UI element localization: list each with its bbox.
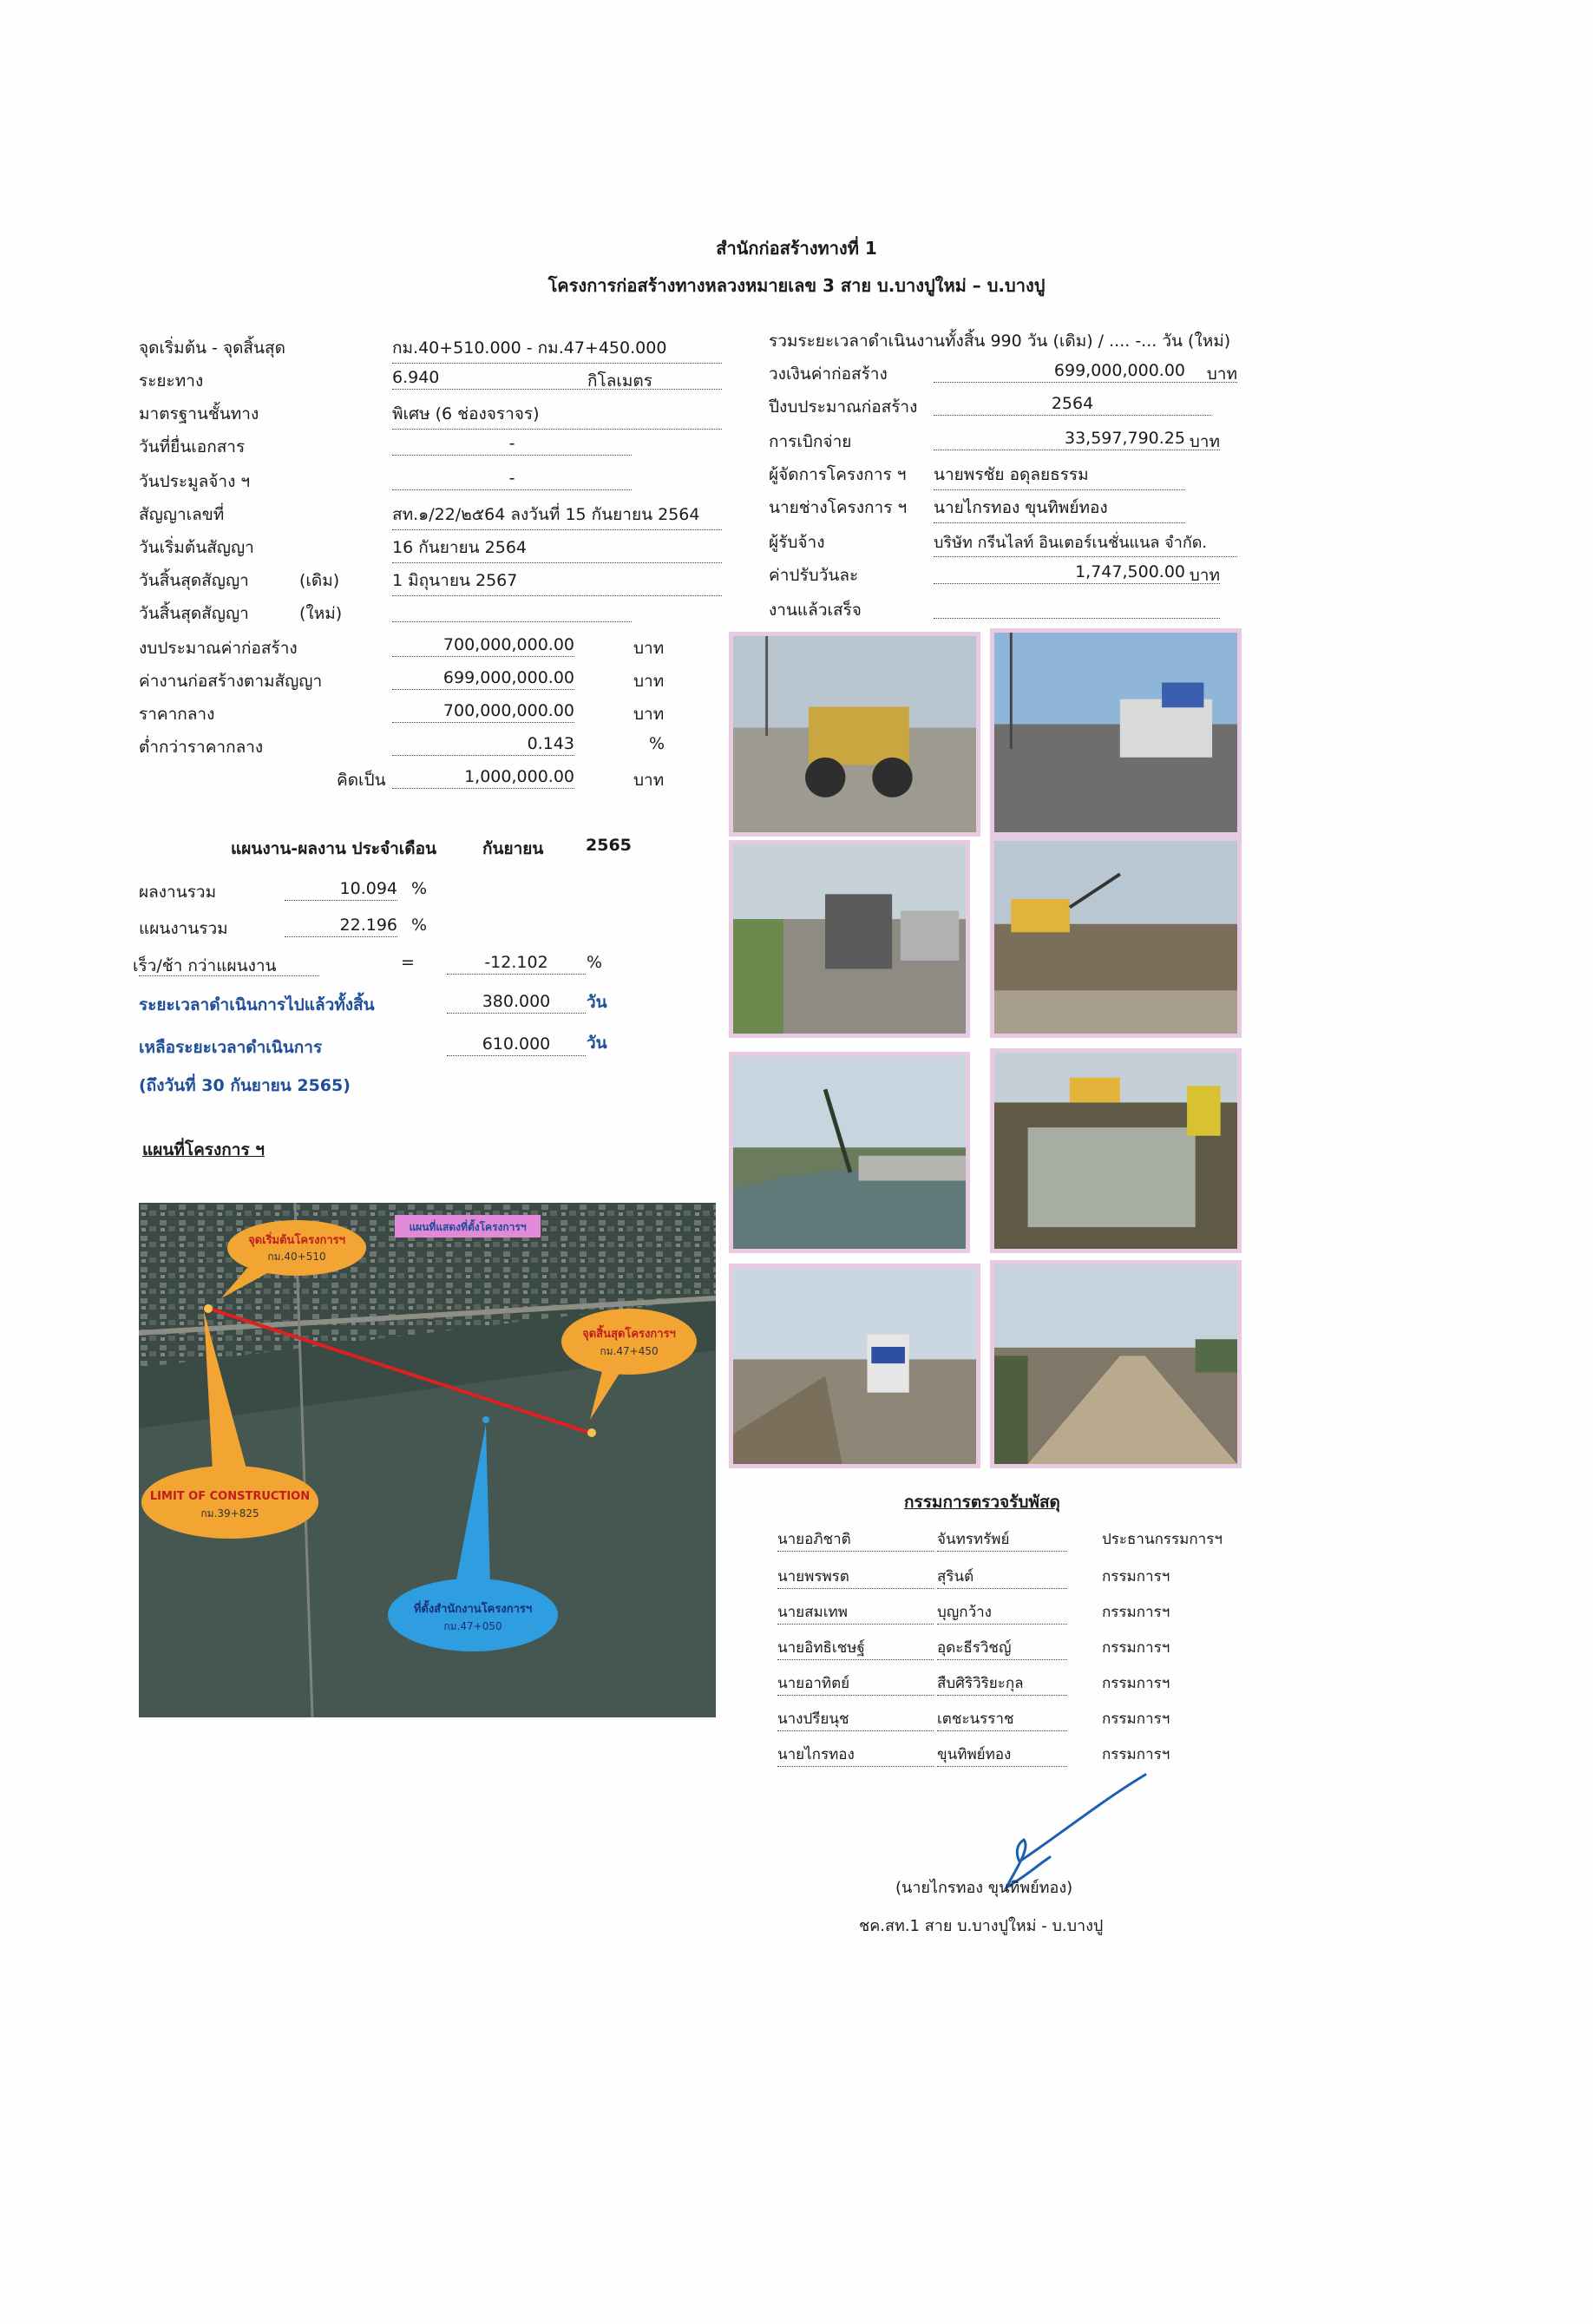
- map-banner: [395, 1215, 541, 1237]
- disbursed-unit: บาท: [1189, 432, 1220, 451]
- daily-fine-unit: บาท: [1189, 566, 1220, 585]
- contract-start-value: 16 กันยายน 2564: [392, 535, 722, 563]
- progress-year: 2565: [586, 836, 632, 855]
- site-photo-milling-1: [990, 628, 1242, 837]
- ahead-behind-value: -12.102: [447, 953, 586, 975]
- site-photo-truck: [729, 1264, 980, 1468]
- committee-first-4: นายอาทิตย์: [777, 1671, 934, 1696]
- signature-position: ชค.สท.1 สาย บ.บางปูใหม่ - บ.บางปู: [859, 1917, 1104, 1935]
- total-plan-label: แผนงานรวม: [139, 919, 228, 938]
- ahead-behind-unit: %: [587, 953, 603, 972]
- disbursed-label: การเบิกจ่าย: [769, 432, 852, 451]
- budget-amount-unit: บาท: [1206, 364, 1237, 384]
- median-price-label: ราคากลาง: [139, 705, 215, 724]
- manager-value: นายพรชัย อดุลยธรรม: [934, 462, 1185, 490]
- bid-date-value: -: [392, 469, 632, 490]
- signature-name: (นายไกรทอง ขุนทิพย์ทอง): [895, 1879, 1073, 1897]
- end-bubble-line2: กม.47+450: [600, 1345, 659, 1357]
- ahead-behind-label: เร็ว/ช้า กว่าแผนงาน: [133, 956, 277, 975]
- committee-first-0: นายอภิชาติ: [777, 1527, 934, 1552]
- site-photo-grader-1: [729, 632, 980, 837]
- contract-no-value: สท.๑/22/๒๕64 ลงวันที่ 15 กันยายน 2564: [392, 502, 722, 530]
- committee-last-2: บุญกว้าง: [937, 1600, 1067, 1625]
- end-bubble-line1: จุดสิ้นสุดโครงการฯ: [582, 1328, 676, 1341]
- elapsed-label: ระยะเวลาดำเนินการไปแล้วทั้งสิ้น: [139, 995, 375, 1014]
- manager-label: ผู้จัดการโครงการ ฯ: [769, 465, 907, 484]
- committee-first-1: นายพรพรต: [777, 1565, 934, 1589]
- committee-first-2: นายสมเทพ: [777, 1600, 934, 1625]
- total-plan-value: 22.196: [285, 916, 397, 937]
- committee-role-2: กรรมการฯ: [1102, 1604, 1170, 1621]
- fiscal-year-label: ปีงบประมาณก่อสร้าง: [769, 397, 918, 417]
- equals-value: 1,000,000.00: [392, 767, 574, 789]
- limit-bubble-line2: กม.39+825: [200, 1507, 259, 1520]
- committee-role-4: กรรมการฯ: [1102, 1675, 1170, 1692]
- remaining-unit: วัน: [587, 1034, 607, 1053]
- contract-end-new-label: วันสิ้นสุดสัญญา: [139, 604, 249, 623]
- standard-label: มาตรฐานชั้นทาง: [139, 404, 259, 423]
- committee-first-5: นางปรียนุช: [777, 1707, 934, 1731]
- ahead-behind-eq: =: [401, 953, 415, 972]
- committee-last-6: ขุนทิพย์ทอง: [937, 1743, 1067, 1767]
- contract-start-label: วันเริ่มต้นสัญญา: [139, 538, 254, 557]
- contract-end-new-value: [392, 601, 632, 622]
- start-bubble-line2: กม.40+510: [267, 1251, 326, 1263]
- site-photo-road-base: [990, 1260, 1242, 1468]
- completed-label: งานแล้วเสร็จ: [769, 601, 862, 620]
- remaining-value: 610.000: [447, 1034, 586, 1056]
- committee-first-6: นายไกรทอง: [777, 1743, 934, 1767]
- contract-end-old-label: วันสิ้นสุดสัญญา: [139, 571, 249, 590]
- budget-amount-label: วงเงินค่าก่อสร้าง: [769, 364, 888, 384]
- committee-role-6: กรรมการฯ: [1102, 1746, 1170, 1763]
- disbursed-value: 33,597,790.25 บาท: [934, 429, 1220, 450]
- contract-price-label: ค่างานก่อสร้างตามสัญญา: [139, 672, 323, 691]
- equals-unit: บาท: [633, 771, 665, 790]
- bid-date-label: วันประมูลจ้าง ฯ: [139, 472, 251, 491]
- start-end-label: จุดเริ่มต้น - จุดสิ้นสุด: [139, 338, 285, 358]
- budget-value: 700,000,000.00: [392, 635, 574, 657]
- equals-label: คิดเป็น: [337, 771, 386, 790]
- committee-last-4: สืบศิริวิริยะกุล: [937, 1671, 1067, 1696]
- map-banner-text: แผนที่แสดงที่ตั้งโครงการฯ: [409, 1221, 527, 1233]
- limit-bubble-line1: LIMIT OF CONSTRUCTION: [149, 1490, 311, 1503]
- committee-role-5: กรรมการฯ: [1102, 1710, 1170, 1728]
- contractor-label: ผู้รับจ้าง: [769, 533, 825, 552]
- budget-label: งบประมาณค่าก่อสร้าง: [139, 639, 298, 658]
- progress-heading: แผนงาน-ผลงาน ประจำเดือน: [231, 839, 437, 858]
- committee-heading: กรรมการตรวจรับพัสดุ: [904, 1493, 1060, 1512]
- contract-end-old-tag: (เดิม): [299, 571, 340, 590]
- progress-month: กันยายน: [482, 839, 544, 858]
- below-median-value: 0.143: [392, 734, 574, 756]
- submit-date-value: -: [392, 434, 632, 456]
- site-photo-grader-2: [729, 840, 970, 1038]
- as-of-date: (ถึงวันที่ 30 กันยายน 2565): [139, 1076, 351, 1095]
- contract-no-label: สัญญาเลขที่: [139, 505, 225, 524]
- office-bubble-line1: ที่ตั้งสำนักงานโครงการฯ: [413, 1603, 533, 1616]
- below-median-unit: %: [649, 734, 665, 753]
- median-price-value: 700,000,000.00: [392, 701, 574, 723]
- total-work-unit: %: [411, 879, 428, 898]
- contractor-value: บริษัท กรีนไลท์ อินเตอร์เนชั่นแนล จำกัด.: [934, 529, 1237, 557]
- budget-unit: บาท: [633, 639, 665, 658]
- daily-fine-value: 1,747,500.00 บาท: [934, 562, 1220, 584]
- contract-end-old-value: 1 มิถุนายน 2567: [392, 568, 722, 596]
- start-end-value: กม.40+510.000 - กม.47+450.000: [392, 335, 722, 364]
- site-photo-drainage: [990, 1048, 1242, 1253]
- committee-role-0: ประธานกรรมการฯ: [1102, 1531, 1223, 1548]
- median-price-unit: บาท: [633, 705, 665, 724]
- committee-role-1: กรรมการฯ: [1102, 1568, 1170, 1585]
- committee-last-3: อุดะธีรวิชญ์: [937, 1636, 1067, 1660]
- committee-last-5: เตชะนรราช: [937, 1707, 1067, 1731]
- engineer-label: นายช่างโครงการ ฯ: [769, 498, 908, 517]
- site-photo-excavator-2: [729, 1052, 970, 1253]
- below-median-label: ต่ำกว่าราคากลาง: [139, 738, 264, 757]
- office-bubble-line2: กม.47+050: [443, 1620, 502, 1632]
- committee-role-3: กรรมการฯ: [1102, 1639, 1170, 1657]
- project-map: [139, 1203, 716, 1717]
- contract-price-unit: บาท: [633, 672, 665, 691]
- total-work-label: ผลงานรวม: [139, 883, 217, 902]
- total-work-value: 10.094: [285, 879, 397, 901]
- daily-fine-label: ค่าปรับวันละ: [769, 566, 859, 585]
- project-title: โครงการก่อสร้างทางหลวงหมายเลข 3 สาย บ.บางปูใหม่ – บ.บางปู: [547, 275, 1046, 296]
- start-bubble-line1: จุดเริ่มต้นโครงการฯ: [248, 1234, 345, 1247]
- committee-first-3: นายอิทธิเชษฐ์: [777, 1636, 934, 1660]
- map-heading: แผนที่โครงการ ฯ: [142, 1140, 265, 1159]
- standard-value: พิเศษ (6 ช่องจราจร): [392, 401, 722, 430]
- committee-last-1: สุรินต์: [937, 1565, 1067, 1589]
- fiscal-year-value: 2564: [934, 394, 1211, 416]
- submit-date-label: วันที่ยื่นเอกสาร: [139, 437, 246, 456]
- budget-amount-value: 699,000,000.00 บาท: [934, 361, 1237, 383]
- remaining-label: เหลือระยะเวลาดำเนินการ: [139, 1038, 323, 1057]
- duration-text: รวมระยะเวลาดำเนินงานทั้งสิ้น 990 วัน (เดิม) / .... -... วัน (ใหม่): [769, 332, 1231, 351]
- distance-value: 6.940 กิโลเมตร: [392, 368, 722, 390]
- contract-price-value: 699,000,000.00: [392, 668, 574, 690]
- elapsed-value: 380.000: [447, 992, 586, 1014]
- distance-label: ระยะทาง: [139, 371, 204, 391]
- office-title: สำนักก่อสร้างทางที่ 1: [716, 238, 877, 259]
- total-plan-unit: %: [411, 916, 428, 935]
- engineer-value: นายไกรทอง ขุนทิพย์ทอง: [934, 495, 1185, 523]
- elapsed-unit: วัน: [587, 993, 607, 1012]
- site-photo-excavator-1: [990, 837, 1242, 1038]
- contract-end-new-tag: (ใหม่): [299, 604, 343, 623]
- completed-value: [934, 597, 1220, 619]
- distance-unit: กิโลเมตร: [587, 371, 652, 391]
- committee-last-0: จันทรทรัพย์: [937, 1527, 1067, 1552]
